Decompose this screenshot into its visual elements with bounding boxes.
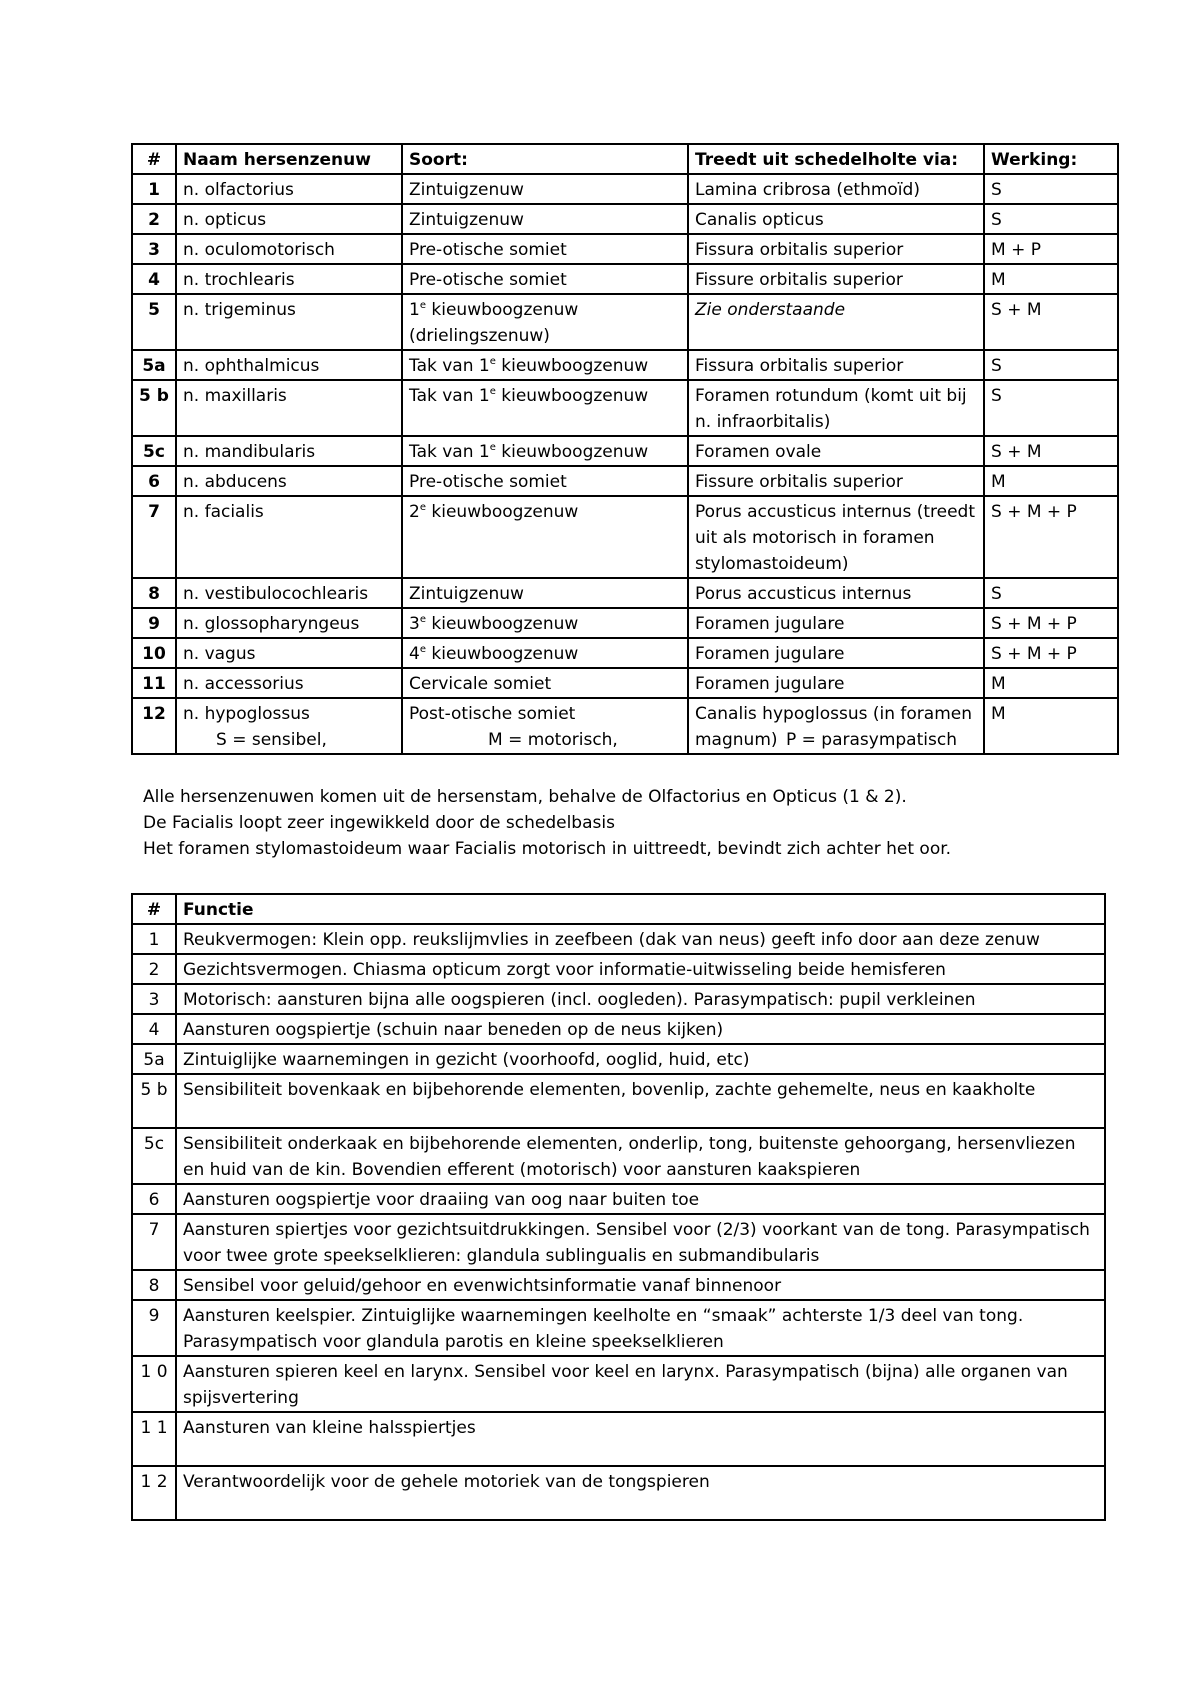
header-functie: Functie xyxy=(176,894,1105,924)
function-text: Zintuiglijke waarnemingen in gezicht (voorhoofd, ooglid, huid, etc) xyxy=(176,1044,1105,1074)
function-text: Aansturen van kleine halsspiertjes xyxy=(176,1412,1105,1466)
nerve-type: 4e kieuwboogzenuw xyxy=(402,638,688,668)
nerve-number: 4 xyxy=(132,264,176,294)
function-number: 5 b xyxy=(132,1074,176,1128)
table-row xyxy=(132,264,1118,294)
function-number: 2 xyxy=(132,954,176,984)
function-number: 1 1 xyxy=(132,1412,176,1466)
nerve-type: 1e kieuwboogzenuw (drielingszenuw) xyxy=(402,294,688,350)
nerve-number: 9 xyxy=(132,608,176,638)
header-werking: Werking: xyxy=(984,144,1118,174)
function-text: Aansturen spiertjes voor gezichtsuitdrukkingen. Sensibel voor (2/3) voorkant van de tong. Parasympatisch voor twee grote speekselklieren: glandula sublingualis en submandibularis xyxy=(176,1214,1105,1270)
nerve-name: n. abducens xyxy=(176,466,402,496)
nerve-type: Pre-otische somiet xyxy=(402,234,688,264)
nerve-function: S + M + P xyxy=(984,638,1118,668)
nerve-number: 8 xyxy=(132,578,176,608)
cranial-nerves-table xyxy=(131,143,1119,755)
function-number: 5c xyxy=(132,1128,176,1184)
nerve-type: Tak van 1e kieuwboogzenuw xyxy=(402,350,688,380)
table-header-row xyxy=(132,894,1105,924)
header-number: # xyxy=(132,894,176,924)
nerve-name: n. vagus xyxy=(176,638,402,668)
function-text: Sensibel voor geluid/gehoor en evenwichtsinformatie vanaf binnenoor xyxy=(176,1270,1105,1300)
function-text: Motorisch: aansturen bijna alle oogspieren (incl. oogleden). Parasympatisch: pupil verkleinen xyxy=(176,984,1105,1014)
nerve-functions-table xyxy=(131,893,1106,1521)
nerve-type: Post-otische somiet xyxy=(402,698,688,754)
table-row xyxy=(132,668,1118,698)
nerve-name: n. facialis xyxy=(176,496,402,578)
nerve-exit: Foramen rotundum (komt uit bij n. infraorbitalis) xyxy=(688,380,984,436)
table-row xyxy=(132,608,1118,638)
table-row xyxy=(132,496,1118,578)
nerve-type: Tak van 1e kieuwboogzenuw xyxy=(402,436,688,466)
nerve-name: n. mandibularis xyxy=(176,436,402,466)
table-row xyxy=(132,638,1118,668)
function-text: Reukvermogen: Klein opp. reukslijmvlies in zeefbeen (dak van neus) geeft info door aan deze zenuw xyxy=(176,924,1105,954)
table-row xyxy=(132,1412,1105,1466)
nerve-name: n. trochlearis xyxy=(176,264,402,294)
nerve-name: n. ophthalmicus xyxy=(176,350,402,380)
nerve-exit: Foramen jugulare xyxy=(688,608,984,638)
nerve-function: S + M xyxy=(984,294,1118,350)
nerve-exit: Fissura orbitalis superior xyxy=(688,350,984,380)
nerve-name: n. olfactorius xyxy=(176,174,402,204)
table-row xyxy=(132,380,1118,436)
nerve-number: 10 xyxy=(132,638,176,668)
notes-block xyxy=(143,784,951,862)
table-row xyxy=(132,1184,1105,1214)
nerve-function: S xyxy=(984,578,1118,608)
nerve-name: n. glossopharyngeus xyxy=(176,608,402,638)
nerve-number: 11 xyxy=(132,668,176,698)
nerve-number: 5 b xyxy=(132,380,176,436)
nerve-type: Zintuigzenuw xyxy=(402,578,688,608)
function-number: 1 0 xyxy=(132,1356,176,1412)
nerve-number: 5c xyxy=(132,436,176,466)
nerve-function: M xyxy=(984,698,1118,754)
function-number: 1 2 xyxy=(132,1466,176,1520)
nerve-number: 5a xyxy=(132,350,176,380)
table-row xyxy=(132,1270,1105,1300)
nerve-exit: Foramen jugulare xyxy=(688,668,984,698)
nerve-name: n. hypoglossus xyxy=(176,698,402,754)
function-text: Aansturen spieren keel en larynx. Sensibel voor keel en larynx. Parasympatisch (bijna) alle organen van spijsvertering xyxy=(176,1356,1105,1412)
function-text: Aansturen oogspiertje (schuin naar beneden op de neus kijken) xyxy=(176,1014,1105,1044)
table-row xyxy=(132,466,1118,496)
function-text: Sensibiliteit onderkaak en bijbehorende elementen, onderlip, tong, buitenste gehoorgang, hersenvliezen en huid van de kin. Bovendien efferent (motorisch) voor aansturen kaakspieren xyxy=(176,1128,1105,1184)
function-number: 8 xyxy=(132,1270,176,1300)
nerve-function: S + M xyxy=(984,436,1118,466)
table-row xyxy=(132,174,1118,204)
nerve-exit: Fissura orbitalis superior xyxy=(688,234,984,264)
table-row xyxy=(132,234,1118,264)
legend-sensibel: S = sensibel, xyxy=(216,730,327,750)
nerve-type: 3e kieuwboogzenuw xyxy=(402,608,688,638)
function-text: Verantwoordelijk voor de gehele motoriek van de tongspieren xyxy=(176,1466,1105,1520)
nerve-function: M xyxy=(984,668,1118,698)
function-number: 4 xyxy=(132,1014,176,1044)
nerve-exit: Lamina cribrosa (ethmoïd) xyxy=(688,174,984,204)
header-soort: Soort: xyxy=(402,144,688,174)
table-row xyxy=(132,1014,1105,1044)
nerve-function: S xyxy=(984,350,1118,380)
nerve-type: Pre-otische somiet xyxy=(402,466,688,496)
table-row xyxy=(132,1044,1105,1074)
note-line: Het foramen stylomastoideum waar Facialis motorisch in uittreedt, bevindt zich achter het oor. xyxy=(143,839,952,859)
nerve-type: Zintuigzenuw xyxy=(402,204,688,234)
table-row xyxy=(132,578,1118,608)
nerve-exit: Canalis opticus xyxy=(688,204,984,234)
nerve-type: 2e kieuwboogzenuw xyxy=(402,496,688,578)
nerve-function: S xyxy=(984,204,1118,234)
nerve-function: S + M + P xyxy=(984,608,1118,638)
nerve-number: 1 xyxy=(132,174,176,204)
legend-parasympatisch: P = parasympatisch xyxy=(786,730,957,750)
nerve-function: S xyxy=(984,174,1118,204)
note-line: Alle hersenzenuwen komen uit de hersenstam, behalve de Olfactorius en Opticus (1 & 2). xyxy=(143,787,907,807)
nerve-number: 5 xyxy=(132,294,176,350)
nerve-exit: Porus accusticus internus (treedt uit als motorisch in foramen stylomastoideum) xyxy=(688,496,984,578)
header-naam: Naam hersenzenuw xyxy=(176,144,402,174)
nerve-exit: Fissure orbitalis superior xyxy=(688,264,984,294)
nerve-type: Tak van 1e kieuwboogzenuw xyxy=(402,380,688,436)
nerve-number: 2 xyxy=(132,204,176,234)
function-number: 9 xyxy=(132,1300,176,1356)
nerve-exit: Fissure orbitalis superior xyxy=(688,466,984,496)
nerve-number: 12 xyxy=(132,698,176,754)
table-row xyxy=(132,954,1105,984)
table-row xyxy=(132,436,1118,466)
nerve-function: M xyxy=(984,466,1118,496)
nerve-name: n. opticus xyxy=(176,204,402,234)
table-row xyxy=(132,1466,1105,1520)
nerve-name: n. maxillaris xyxy=(176,380,402,436)
nerve-function: S + M + P xyxy=(984,496,1118,578)
table-row xyxy=(132,1356,1105,1412)
nerve-function: M + P xyxy=(984,234,1118,264)
nerve-function: S xyxy=(984,380,1118,436)
header-via: Treedt uit schedelholte via: xyxy=(688,144,984,174)
legend-motorisch: M = motorisch, xyxy=(488,730,618,750)
nerve-type: Zintuigzenuw xyxy=(402,174,688,204)
nerve-number: 6 xyxy=(132,466,176,496)
header-number: # xyxy=(132,144,176,174)
note-line: De Facialis loopt zeer ingewikkeld door de schedelbasis xyxy=(143,813,615,833)
function-text: Sensibiliteit bovenkaak en bijbehorende elementen, bovenlip, zachte gehemelte, neus en kaakholte xyxy=(176,1074,1105,1128)
nerve-number: 3 xyxy=(132,234,176,264)
table-row xyxy=(132,1128,1105,1184)
function-text: Aansturen oogspiertje voor draaiing van oog naar buiten toe xyxy=(176,1184,1105,1214)
nerve-name: n. oculomotorisch xyxy=(176,234,402,264)
nerve-function: M xyxy=(984,264,1118,294)
table-row xyxy=(132,350,1118,380)
function-number: 6 xyxy=(132,1184,176,1214)
table-row xyxy=(132,984,1105,1014)
nerve-name: n. vestibulocochlearis xyxy=(176,578,402,608)
nerve-name: n. trigeminus xyxy=(176,294,402,350)
function-text: Gezichtsvermogen. Chiasma opticum zorgt voor informatie-uitwisseling beide hemisferen xyxy=(176,954,1105,984)
table-header-row xyxy=(132,144,1118,174)
table-row xyxy=(132,204,1118,234)
table-row xyxy=(132,1300,1105,1356)
nerve-exit: Foramen jugulare xyxy=(688,638,984,668)
table-row xyxy=(132,1074,1105,1128)
function-number: 3 xyxy=(132,984,176,1014)
nerve-name: n. accessorius xyxy=(176,668,402,698)
nerve-type: Pre-otische somiet xyxy=(402,264,688,294)
table-row xyxy=(132,294,1118,350)
nerve-exit: Foramen ovale xyxy=(688,436,984,466)
nerve-exit: Canalis hypoglossus (in foramen magnum) xyxy=(688,698,984,754)
nerve-exit: Zie onderstaande xyxy=(688,294,984,350)
table-row xyxy=(132,1214,1105,1270)
table-row xyxy=(132,924,1105,954)
nerve-type: Cervicale somiet xyxy=(402,668,688,698)
function-text: Aansturen keelspier. Zintuiglijke waarnemingen keelholte en “smaak” achterste 1/3 deel van tong. Parasympatisch voor glandula parotis en kleine speekselklieren xyxy=(176,1300,1105,1356)
nerve-number: 7 xyxy=(132,496,176,578)
nerve-exit: Porus accusticus internus xyxy=(688,578,984,608)
function-number: 7 xyxy=(132,1214,176,1270)
function-number: 1 xyxy=(132,924,176,954)
function-number: 5a xyxy=(132,1044,176,1074)
